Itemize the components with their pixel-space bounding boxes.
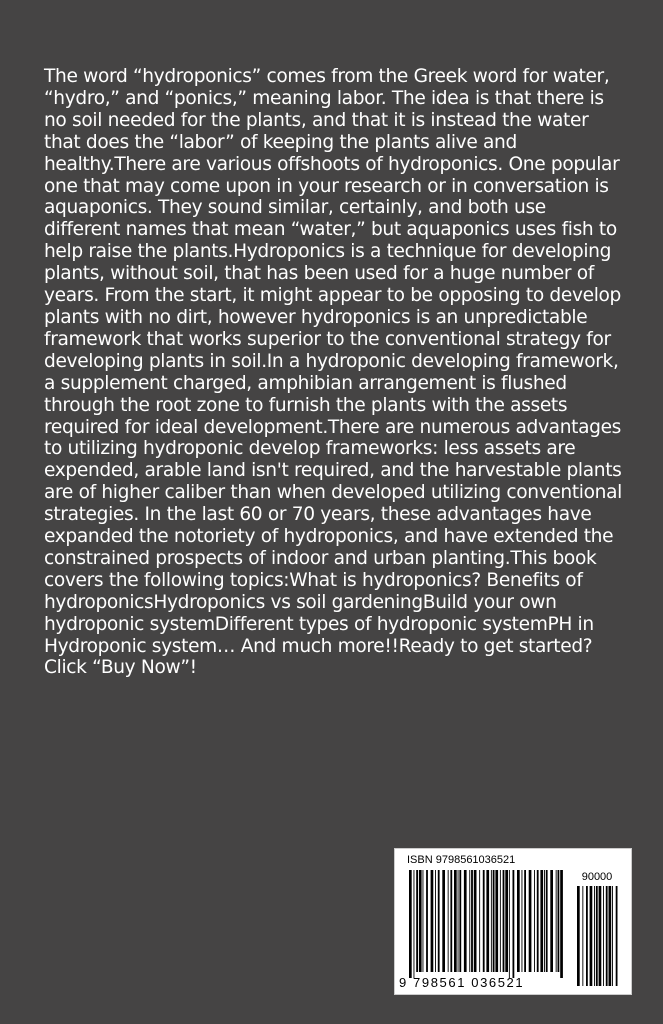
barcode-bar xyxy=(483,870,485,972)
barcode-bar xyxy=(546,870,548,972)
barcode-bar xyxy=(414,870,415,978)
barcode-bar xyxy=(431,870,434,972)
barcode-bar xyxy=(522,870,523,972)
barcode-bar xyxy=(503,870,505,972)
barcode-bar xyxy=(419,870,422,972)
barcode-bar xyxy=(599,886,602,986)
barcode-bar xyxy=(416,870,418,972)
barcode-bar xyxy=(448,870,449,972)
barcode-bar xyxy=(423,870,424,972)
barcode-bar xyxy=(491,870,492,972)
barcode-bar xyxy=(450,870,452,972)
price-addon-barcode xyxy=(575,886,621,986)
barcode-bar xyxy=(577,886,580,986)
barcode-bar xyxy=(495,870,498,972)
barcode-bar xyxy=(540,870,543,972)
barcode-bar xyxy=(500,870,501,972)
barcode-bar xyxy=(435,870,436,972)
barcode-bar xyxy=(534,870,535,972)
barcode-bar xyxy=(544,870,545,972)
barcode-bar xyxy=(590,886,593,986)
barcode-bar xyxy=(596,886,598,986)
barcode-bar xyxy=(509,870,510,978)
barcode-bar xyxy=(582,886,583,986)
barcode-bar xyxy=(609,886,612,986)
ean13-barcode xyxy=(407,870,565,978)
barcode-bar xyxy=(612,886,613,986)
barcode-bar xyxy=(560,870,563,978)
barcode-bar xyxy=(603,886,604,986)
barcode-bar xyxy=(471,870,473,972)
barcode-bar xyxy=(556,870,557,972)
barcode-panel xyxy=(394,848,632,995)
barcode-bar xyxy=(550,870,553,972)
barcode-bar xyxy=(458,870,459,972)
isbn-digits: 9 798561 036521 xyxy=(399,975,525,990)
barcode-bar xyxy=(469,870,470,972)
barcode-bar xyxy=(479,870,480,972)
price-code: 90000 xyxy=(581,871,613,883)
barcode-bar xyxy=(459,870,461,972)
barcode-bar xyxy=(594,886,595,986)
barcode-bar xyxy=(505,870,508,972)
barcode-bar xyxy=(586,886,588,986)
barcode-bar xyxy=(558,870,560,972)
barcode-bar xyxy=(486,870,489,972)
barcode-bar xyxy=(524,870,526,972)
barcode-bar xyxy=(474,870,477,972)
barcode-bar xyxy=(426,870,428,972)
barcode-bar xyxy=(454,870,457,972)
barcode-bar xyxy=(529,870,532,972)
barcode-bar xyxy=(517,870,520,972)
book-description: The word “hydroponics” comes from the Greek word for water, “hydro,” and “ponics,” meaning labor. The idea is that there is no soil needed for the plants, and that it is instead the water that does the “labor” of keeping the plants alive and healthy.There are various offshoots of hydroponics. One popular one that may come upon in your research or in conversation is aquaponics. They sound similar, certainly, and both use different names that mean “water,” but aquaponics uses fish to help raise the plants.Hydroponics is a technique for developing plants, without soil, that has been used for a huge number of years. From the start, it might appear to be opposing to develop plants with no dirt, however hydroponics is an unpredictable framework that works superior to the conventional strategy for developing plants in soil.In a hydroponic developing framework, a supplement charged, amphibian arrangement is flushed through the root zone to furnish the plants with the assets required for ideal development.There are numerous advantages to utilizing hydroponic develop frameworks: less assets are expended, arable land isn't required, and the harvestable plants are of higher caliber than when developed utilizing conventional strategies. In the last 60 or 70 years, these advantages have expanded the notoriety of hydroponics, and have extended the constrained prospects of indoor and urban planting.This book covers the following topics:What is hydroponics? Benefits of hydroponicsHydroponics vs soil gardeningBuild your own hydroponic systemDifferent types of hydroponic systemPH in Hydroponic system… And much more!!Ready to get started? Click “Buy Now”! xyxy=(44,66,622,679)
barcode-bar xyxy=(616,886,618,986)
barcode-bar xyxy=(409,870,412,978)
barcode-bar xyxy=(464,870,467,972)
barcode-bar xyxy=(493,870,495,972)
barcode-bar xyxy=(606,886,608,986)
barcode-bar xyxy=(442,870,445,972)
barcode-bar xyxy=(438,870,440,972)
barcode-bar xyxy=(513,870,515,978)
isbn-label: ISBN 9798561036521 xyxy=(407,854,516,866)
barcode-bar xyxy=(537,870,539,972)
